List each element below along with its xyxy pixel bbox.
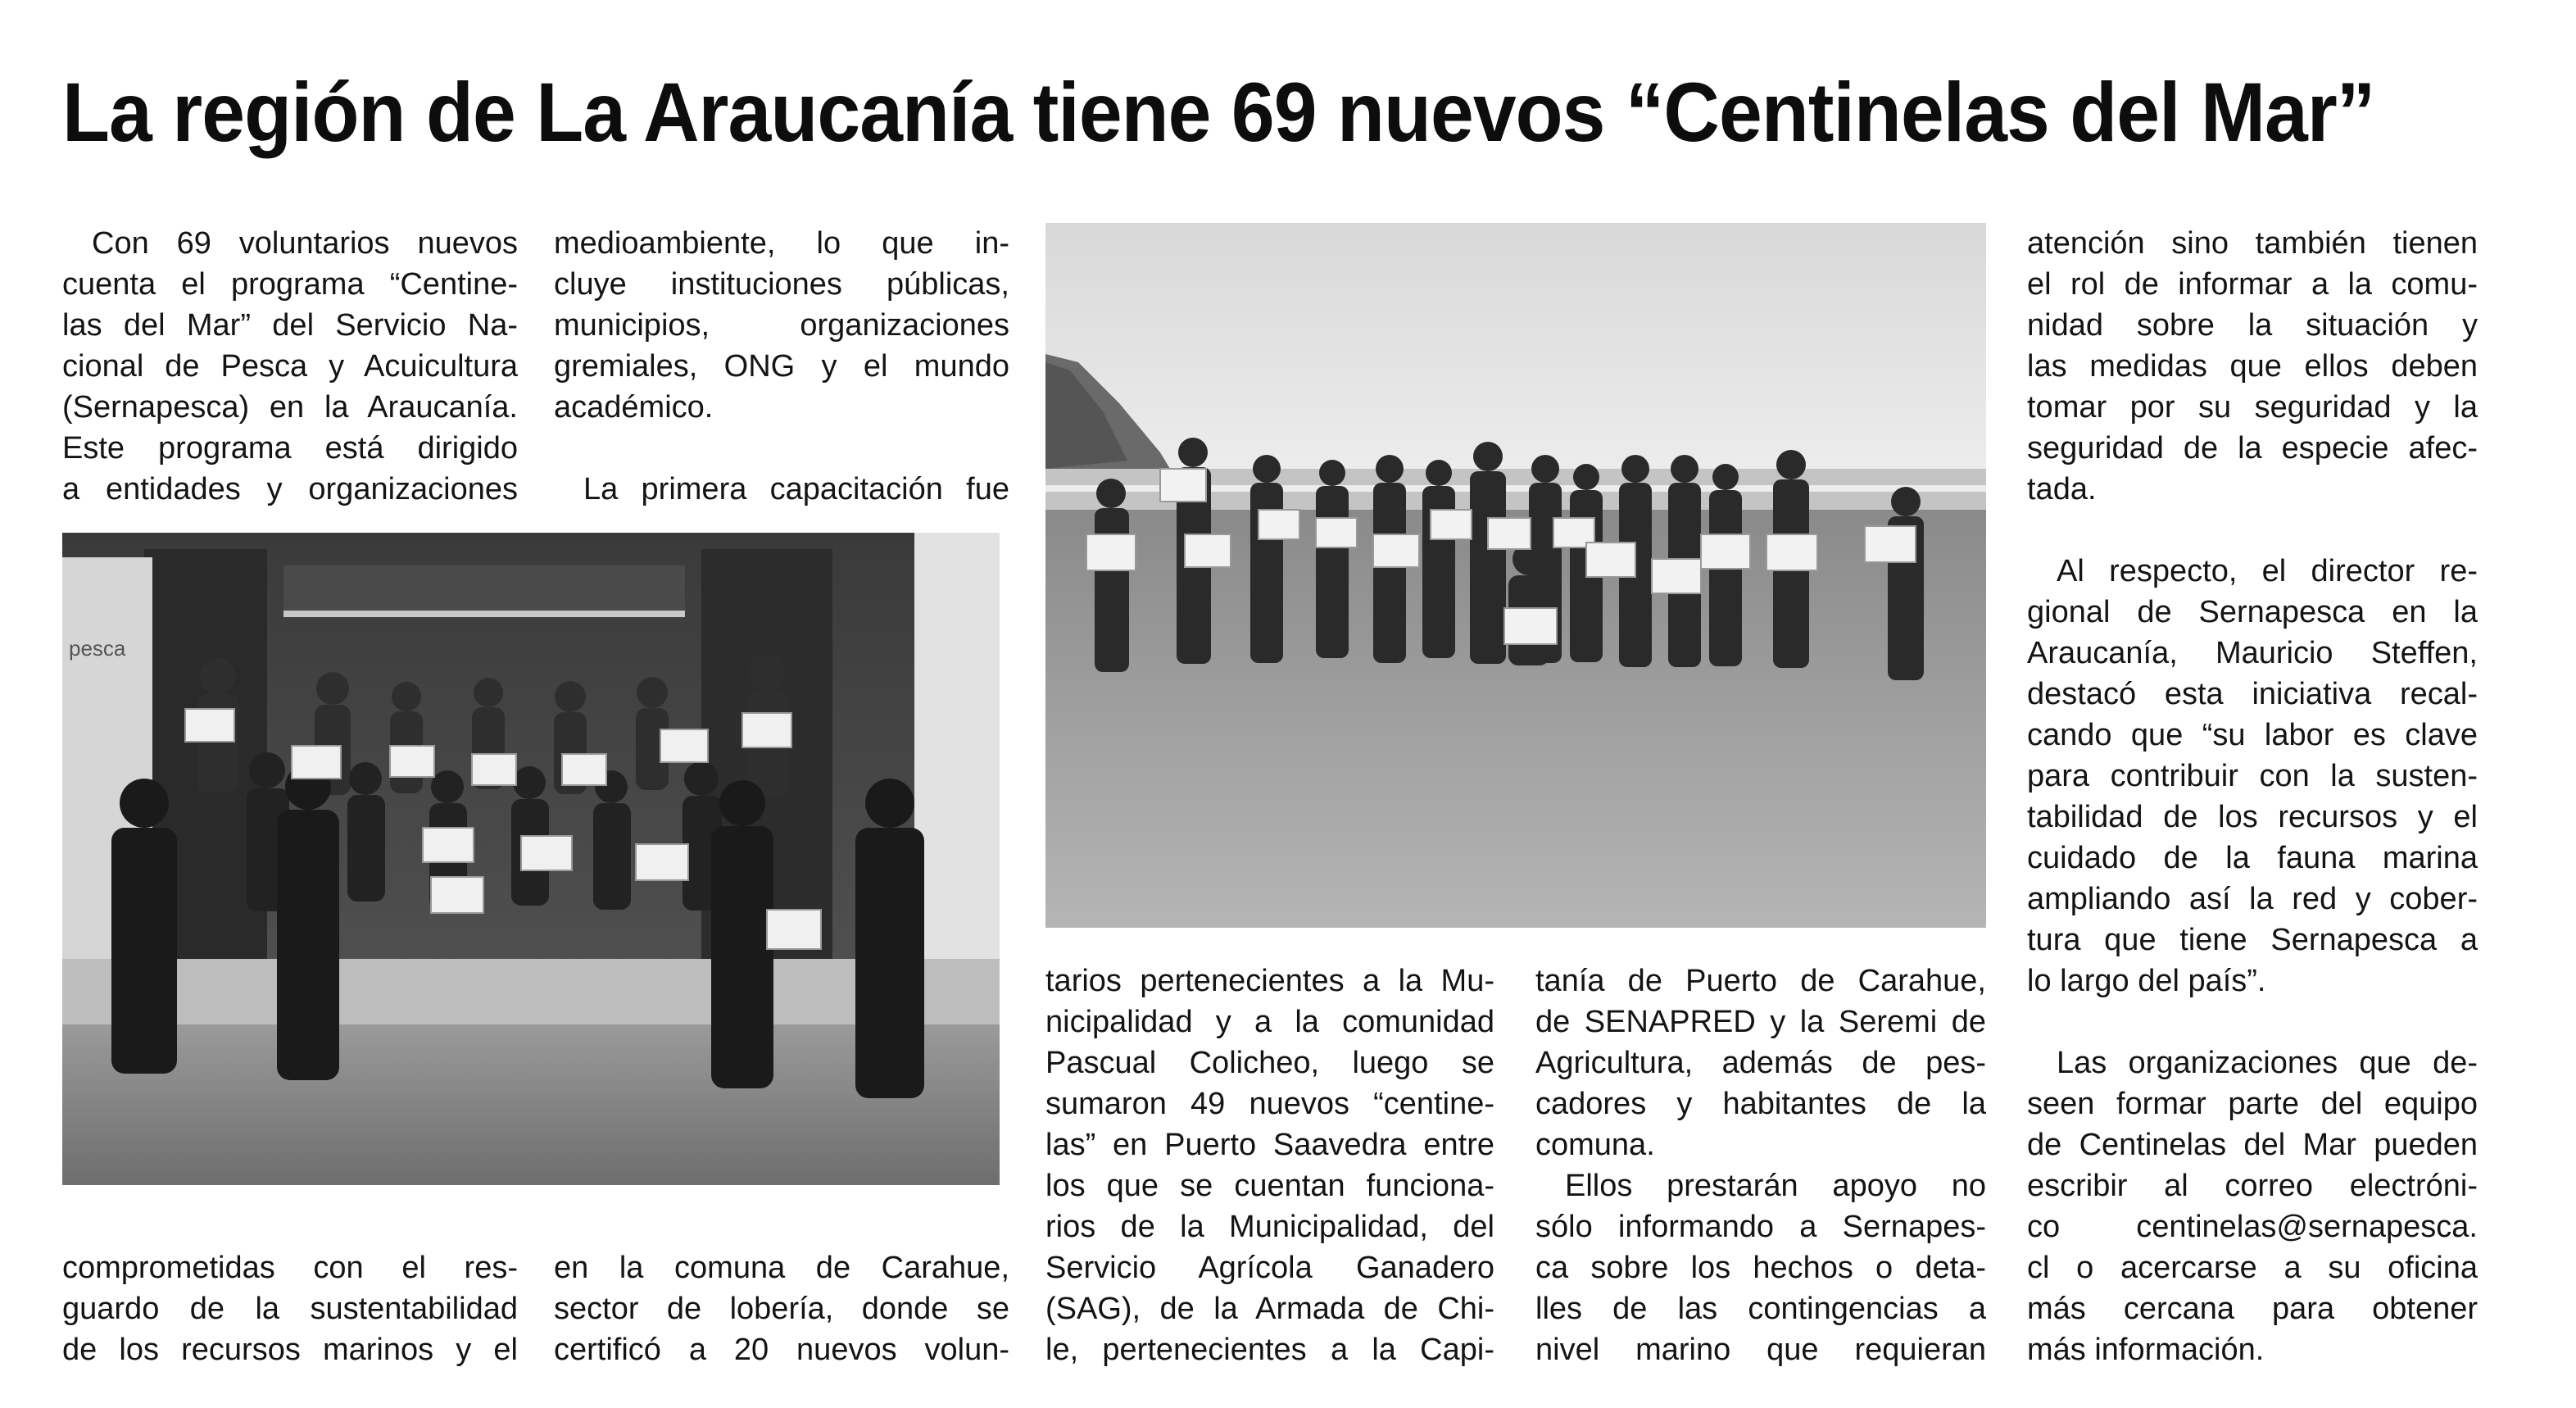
text-line: le, pertenecientes a la Capi- xyxy=(1045,1333,1494,1367)
column-1-bottom-text xyxy=(62,1247,518,1370)
text-line: Araucanía, Mauricio Steffen, xyxy=(2027,636,2478,670)
text-line: gional de Sernapesca en la xyxy=(2027,595,2478,629)
text-line: La primera capacitación fue xyxy=(583,472,1009,506)
text-line: seguridad de la especie afec- xyxy=(2027,431,2478,466)
text-line: medioambiente, lo que in- xyxy=(554,226,1009,261)
text-line: a entidades y organizaciones xyxy=(62,472,518,506)
text-line: Pascual Colicheo, luego se xyxy=(1045,1046,1494,1080)
text-line: cuenta el programa “Centine- xyxy=(62,267,518,302)
text-line: el rol de informar a la comu- xyxy=(2027,267,2478,302)
text-line: guardo de la sustentabilidad xyxy=(62,1292,518,1326)
text-line: tanía de Puerto de Carahue, xyxy=(1535,964,1986,998)
text-line: Agricultura, además de pes- xyxy=(1535,1046,1986,1080)
text-line: municipios, organizaciones xyxy=(554,308,1009,343)
text-line: de Centinelas del Mar pueden xyxy=(2027,1128,2478,1162)
column-5-text xyxy=(2027,223,2478,1370)
text-line: las del Mar” del Servicio Na- xyxy=(62,308,518,343)
text-line: ca sobre los hechos o deta- xyxy=(1535,1251,1986,1285)
text-line: sumaron 49 nuevos “centine- xyxy=(1045,1087,1494,1121)
column-4-bottom-text xyxy=(1535,961,1986,1370)
indoor-group-photo xyxy=(62,533,1000,1185)
text-line: Ellos prestarán apoyo no xyxy=(1565,1169,1986,1203)
headline: La región de La Araucanía tiene 69 nuevos “Centinelas del Mar” xyxy=(62,66,2375,159)
text-line: destacó esta iniciativa recal- xyxy=(2027,677,2478,711)
text-line: nidad sobre la situación y xyxy=(2027,308,2478,343)
text-line: Las organizaciones que de- xyxy=(2057,1046,2478,1080)
text-line: de los recursos marinos y el xyxy=(62,1333,518,1367)
text-line: seen formar parte del equipo xyxy=(2027,1087,2478,1121)
text-line: nicipalidad y a la comunidad xyxy=(1045,1005,1494,1039)
text-line: más información. xyxy=(2027,1333,2265,1367)
text-line: lo largo del país”. xyxy=(2027,964,2266,998)
text-line: tabilidad de los recursos y el xyxy=(2027,800,2478,834)
text-line: cluye instituciones públicas, xyxy=(554,267,1009,302)
banner-text: pesca xyxy=(69,636,126,661)
blank-line xyxy=(554,428,1009,469)
text-line: (Sernapesca) en la Araucanía. xyxy=(62,390,518,425)
text-line: cando que “su labor es clave xyxy=(2027,718,2478,752)
email-line: co centinelas@sernapesca. xyxy=(2027,1210,2478,1244)
text-line: tura que tiene Sernapesca a xyxy=(2027,923,2478,957)
text-line: comprometidas con el res- xyxy=(62,1251,518,1285)
text-line: Servicio Agrícola Ganadero xyxy=(1045,1251,1494,1285)
text-line: cional de Pesca y Acuicultura xyxy=(62,349,518,384)
beach-group-photo xyxy=(1045,223,1986,928)
text-line: académico. xyxy=(554,390,714,425)
blank-line xyxy=(2027,1001,2478,1042)
text-line: gremiales, ONG y el mundo xyxy=(554,349,1009,384)
blank-line xyxy=(2027,510,2478,551)
text-line: Al respecto, el director re- xyxy=(2057,554,2478,588)
text-line: ampliando así la red y cober- xyxy=(2027,882,2478,916)
text-line: las medidas que ellos deben xyxy=(2027,349,2478,384)
text-line: nivel marino que requieran xyxy=(1535,1333,1986,1367)
column-1-top-text xyxy=(62,223,518,510)
text-line: tada. xyxy=(2027,472,2097,506)
text-line: sector de lobería, donde se xyxy=(554,1292,1009,1326)
text-line: tomar por su seguridad y la xyxy=(2027,390,2478,425)
text-line: las” en Puerto Saavedra entre xyxy=(1045,1128,1494,1162)
text-line: cadores y habitantes de la xyxy=(1535,1087,1986,1121)
text-line: cuidado de la fauna marina xyxy=(2027,841,2478,875)
text-line: tarios pertenecientes a la Mu- xyxy=(1045,964,1494,998)
text-line: comuna. xyxy=(1535,1128,1655,1162)
text-line: Este programa está dirigido xyxy=(62,431,518,466)
text-line: en la comuna de Carahue, xyxy=(554,1251,1009,1285)
text-line: certificó a 20 nuevos volun- xyxy=(554,1333,1009,1367)
text-line: de SENAPRED y la Seremi de xyxy=(1535,1005,1986,1039)
column-2-bottom-text xyxy=(554,1247,1009,1370)
text-line: para contribuir con la susten- xyxy=(2027,759,2478,793)
text-line: rios de la Municipalidad, del xyxy=(1045,1210,1494,1244)
text-line: cl o acercarse a su oficina xyxy=(2027,1251,2478,1285)
text-line: más cercana para obtener xyxy=(2027,1292,2478,1326)
column-2-top-text xyxy=(554,223,1009,510)
text-line: escribir al correo electróni- xyxy=(2027,1169,2478,1203)
text-line: (SAG), de la Armada de Chi- xyxy=(1045,1292,1494,1326)
text-line: lles de las contingencias a xyxy=(1535,1292,1986,1326)
text-line: atención sino también tienen xyxy=(2027,226,2478,261)
text-line: los que se cuentan funciona- xyxy=(1045,1169,1494,1203)
column-3-bottom-text xyxy=(1045,961,1494,1370)
text-line: Con 69 voluntarios nuevos xyxy=(92,226,518,261)
text-line: sólo informando a Sernapes- xyxy=(1535,1210,1986,1244)
